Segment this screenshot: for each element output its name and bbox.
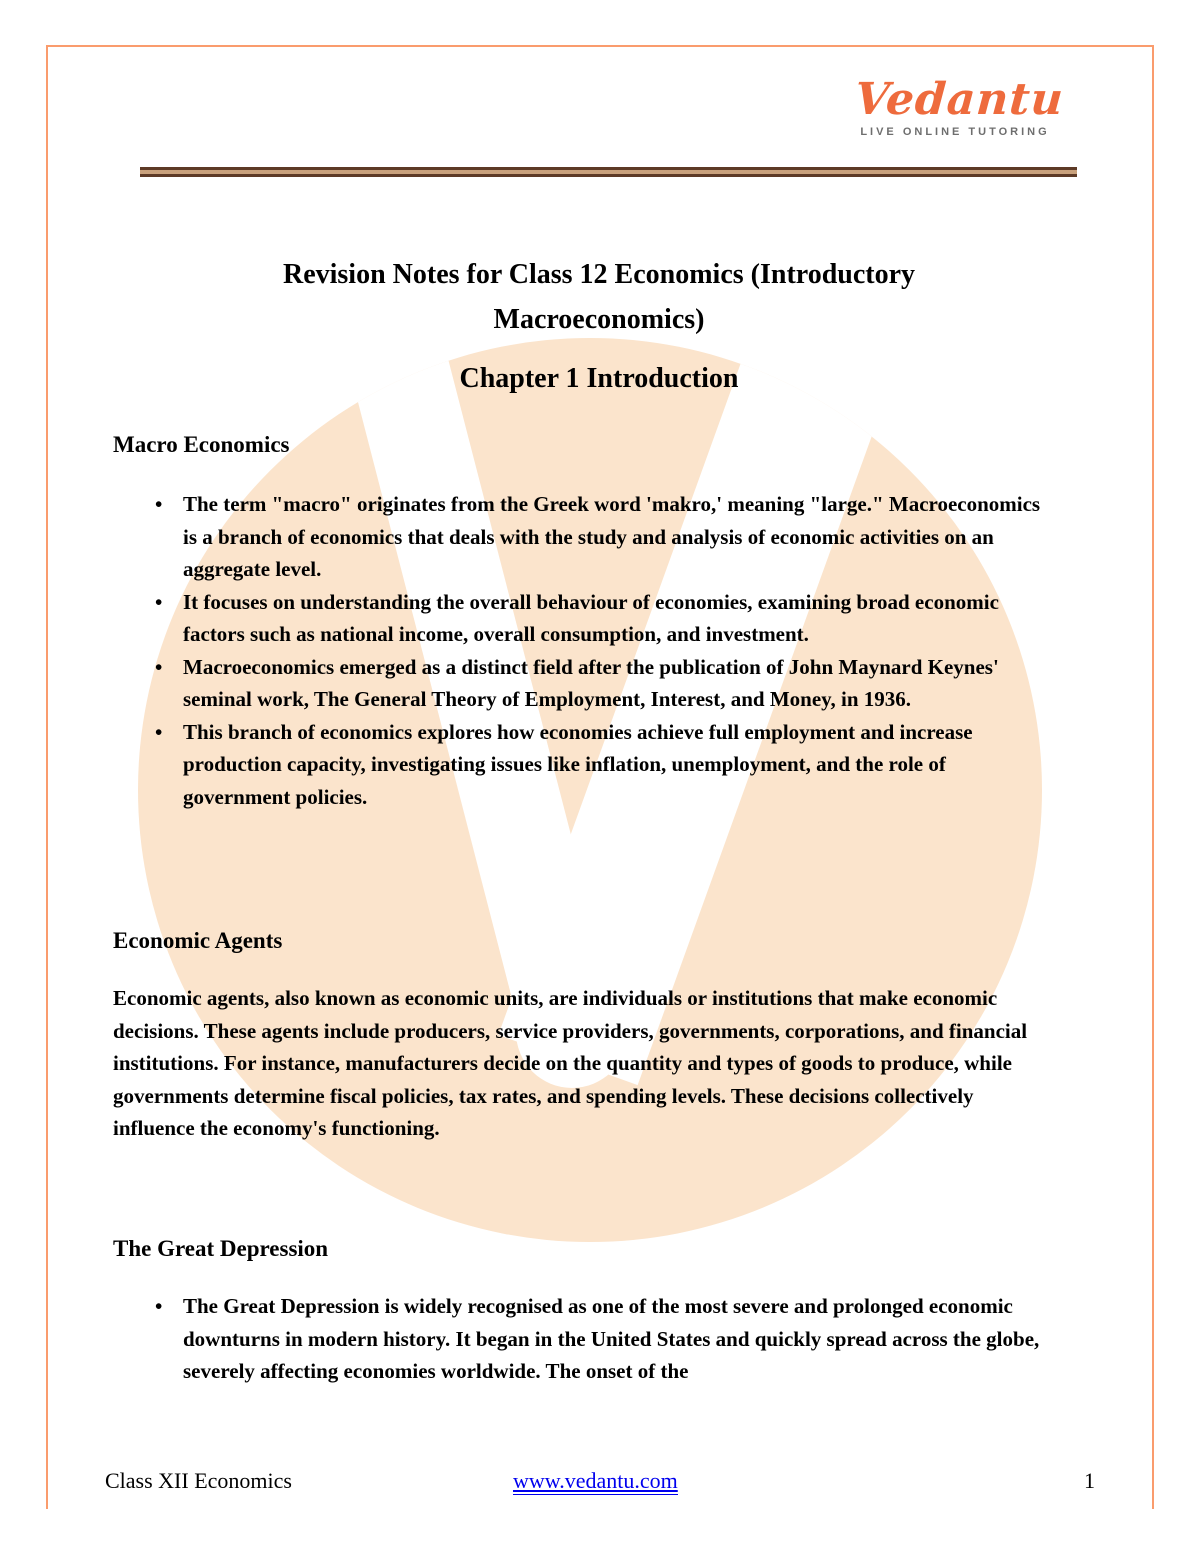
vedantu-logo bbox=[853, 74, 1066, 138]
bullet-item: • The Great Depression is widely recognised as one of the most severe and prolonged economic downturns in modern history. It began in the United States and quickly spread across the globe, severely affecting economies worldwide. The onset of the bbox=[152, 1290, 1047, 1388]
section-heading-great-depression: The Great Depression bbox=[113, 1236, 329, 1261]
page-footer bbox=[105, 1468, 1095, 1502]
bullet-item: • Macroeconomics emerged as a distinct field after the publication of John Maynard Keynes' seminal work, The General Theory of Employment, Interest, and Money, in 1936. bbox=[152, 651, 1047, 716]
page-title: Revision Notes for Class 12 Economics (Introductory Macroeconomics) bbox=[282, 259, 916, 335]
vedantu-website-link[interactable]: www.vedantu.com bbox=[513, 1468, 678, 1493]
page-number: 1 bbox=[1084, 1468, 1095, 1493]
great-depression-bullet-list bbox=[152, 1290, 1047, 1388]
section-heading-economic-agents: Economic Agents bbox=[113, 928, 283, 953]
footer-course-label: Class XII Economics bbox=[105, 1468, 292, 1493]
chapter-title: Chapter 1 Introduction bbox=[459, 363, 739, 394]
bullet-item: • The term "macro" originates from the Greek word 'makro,' meaning "large." Macroeconomics is a branch of economics that deals with the study and analysis of economic activities on an aggregate level. bbox=[152, 488, 1047, 586]
bullet-item: • It focuses on understanding the overall behaviour of economies, examining broad economic factors such as national income, overall consumption, and investment. bbox=[152, 586, 1047, 651]
header-divider bbox=[140, 167, 1077, 177]
vedantu-logo-tagline: LIVE ONLINE TUTORING bbox=[860, 126, 1050, 138]
vedantu-logo-text: Vedantu bbox=[853, 74, 1066, 125]
section-heading-macro-economics: Macro Economics bbox=[113, 432, 290, 457]
economic-agents-paragraph: Economic agents, also known as economic units, are individuals or institutions that make economic decisions. These agents include producers, service providers, governments, corporations, and financial institutions. For instance, manufacturers decide on the quantity and types of goods to produce, while governments determine fiscal policies, tax rates, and spending levels. These decisions collectively influence the economy's functioning. bbox=[113, 986, 1028, 1140]
macro-economics-bullet-list bbox=[152, 488, 1047, 813]
bullet-item: • This branch of economics explores how economies achieve full employment and increase production capacity, investigating issues like inflation, unemployment, and the role of government policies. bbox=[152, 716, 1047, 814]
